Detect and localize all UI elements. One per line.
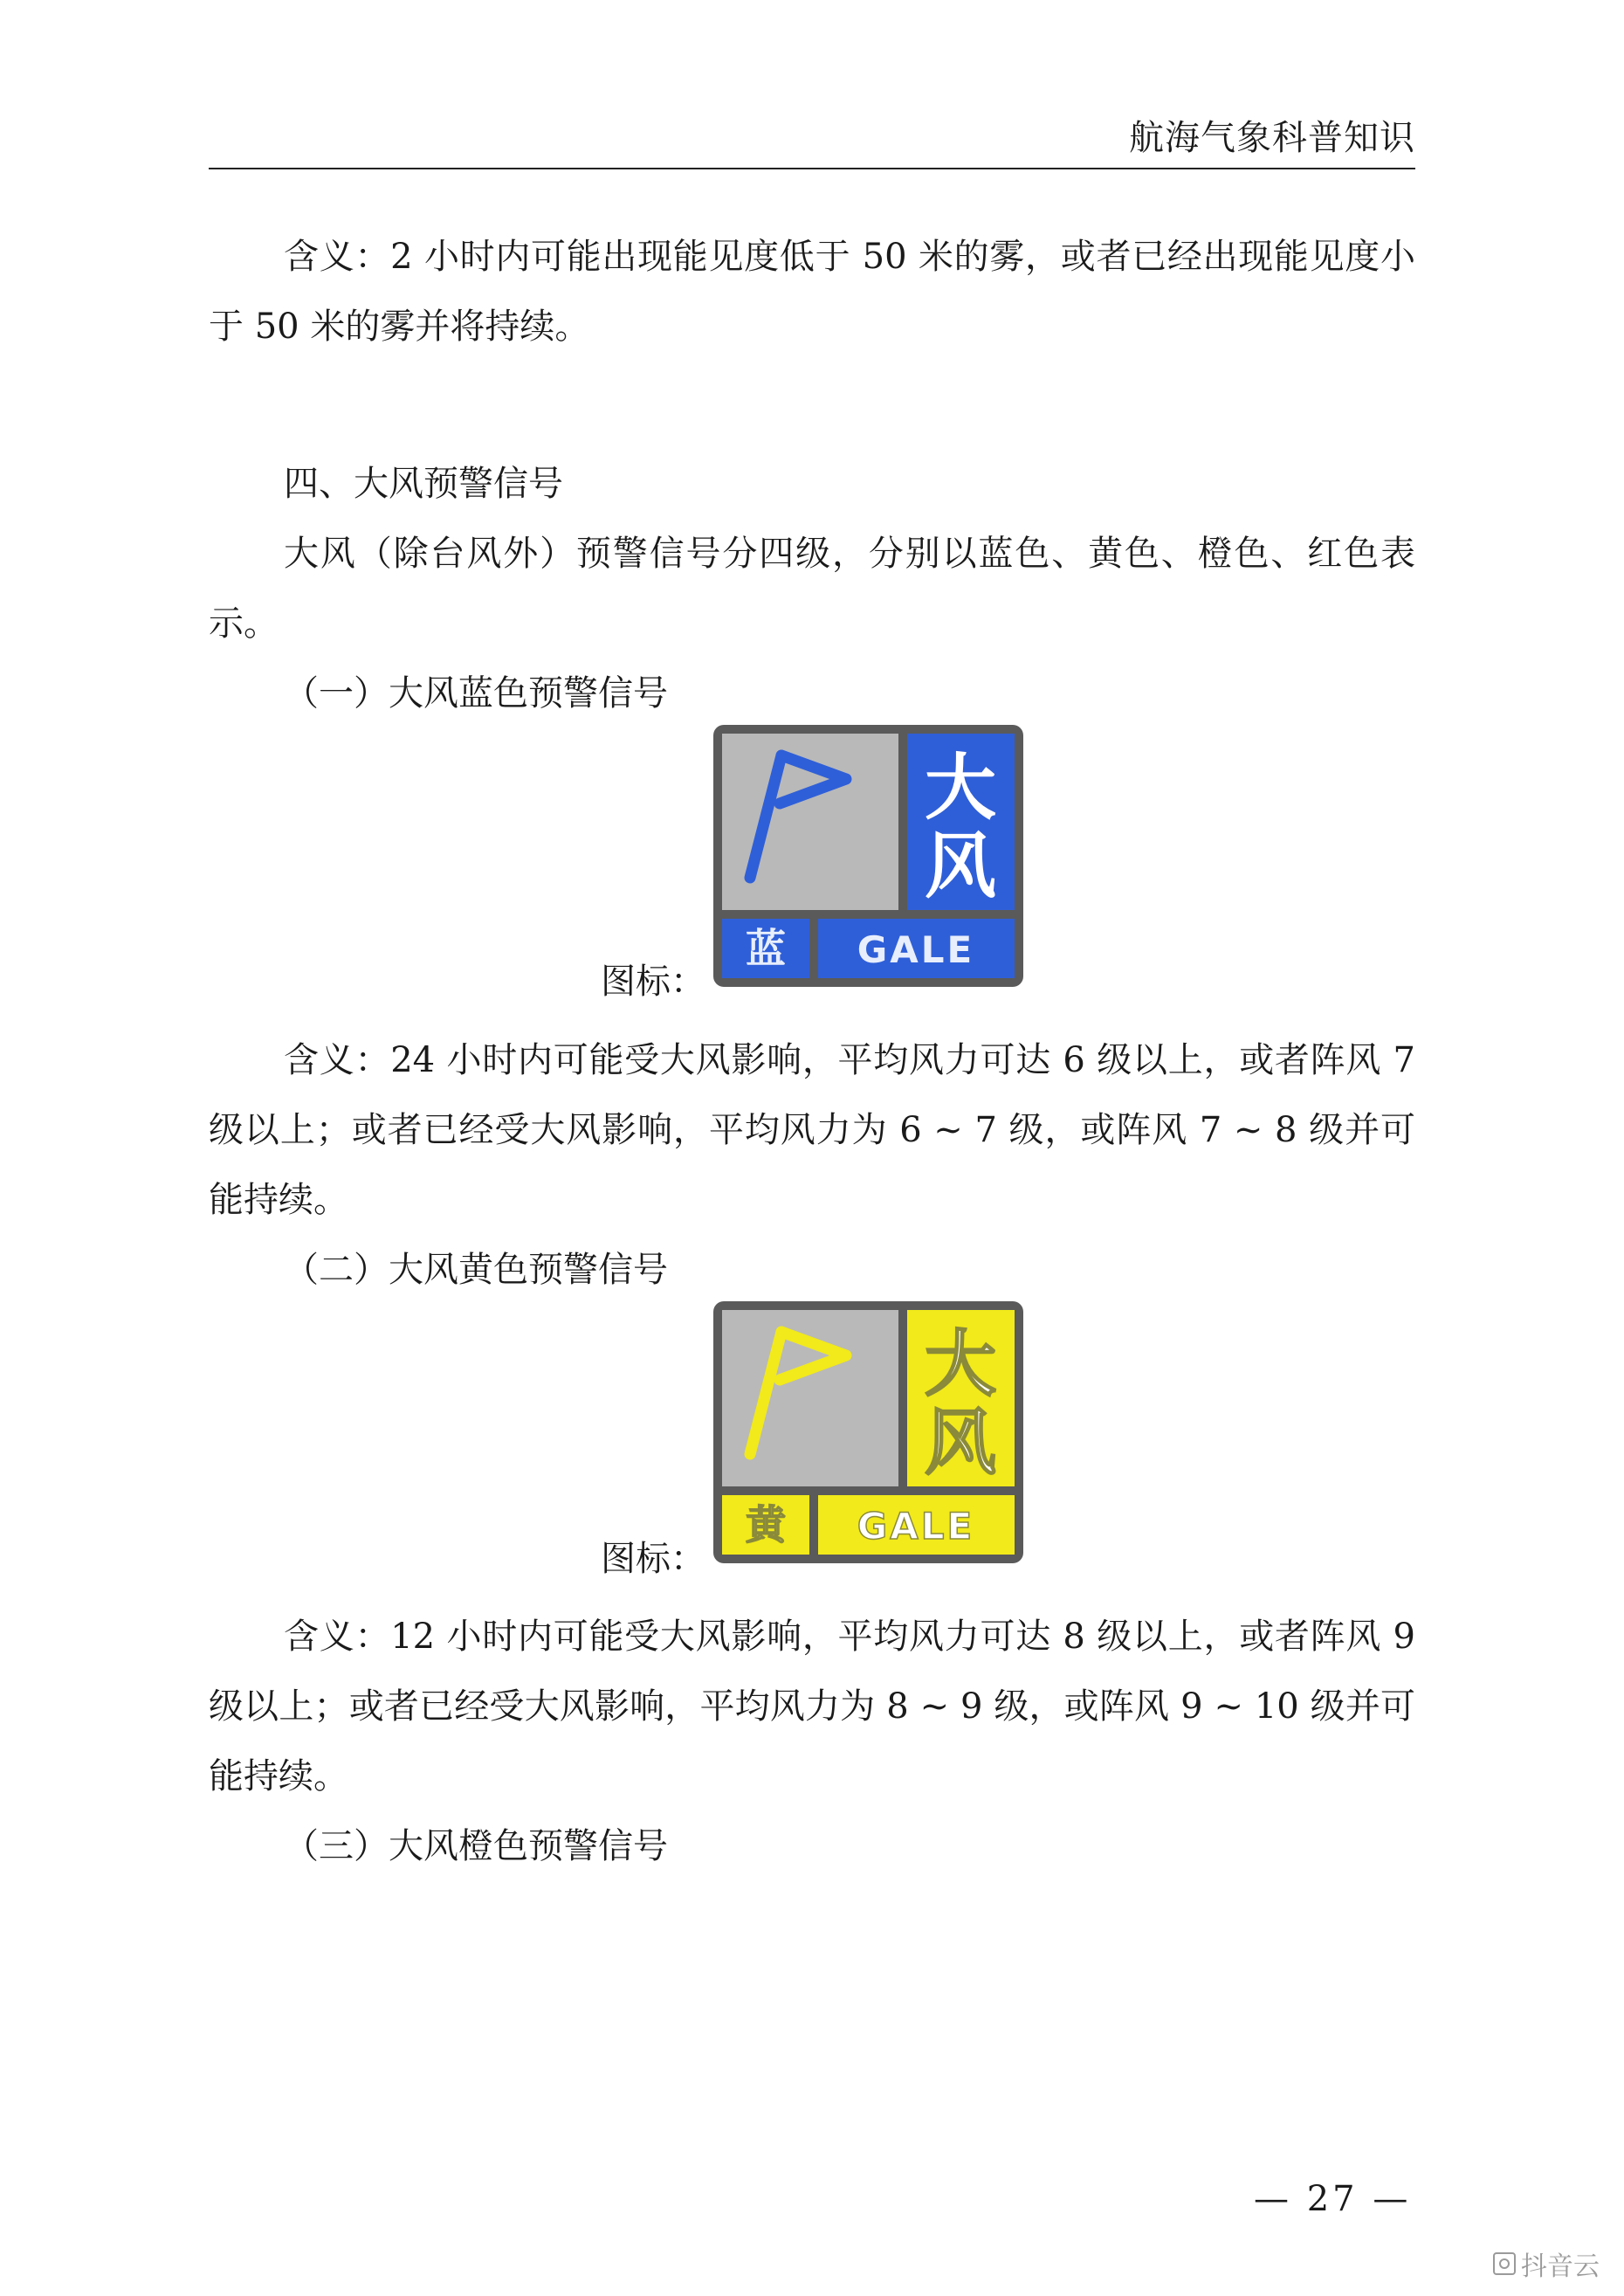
yellow-gale-signal-icon — [713, 1301, 1023, 1563]
yellow-figure-label: 图标： — [601, 1539, 705, 1579]
signal-color-char: 蓝 — [746, 925, 786, 972]
yellow-signal-heading: （二）大风黄色预警信号 — [284, 1250, 668, 1290]
signal-english-label: GALE — [857, 1505, 975, 1548]
gale-intro-paragraph: 大风（除台风外）预警信号分四级，分别以蓝色、黄色、橙色、红色表示。 — [209, 534, 1415, 644]
blue-gale-signal-icon — [713, 725, 1023, 987]
signal-text-wind: 风 — [924, 825, 997, 908]
blue-signal-heading: （一）大风蓝色预警信号 — [284, 673, 668, 714]
watermark-text: 抖音云 — [1521, 2251, 1600, 2282]
blue-figure-label: 图标： — [601, 962, 705, 1002]
orange-signal-heading: （三）大风橙色预警信号 — [284, 1826, 668, 1866]
signal-text-big: 大 — [924, 1323, 997, 1406]
section-four-heading: 四、大风预警信号 — [284, 464, 563, 504]
yellow-meaning-paragraph: 含义：12 小时内可能受大风影响，平均风力可达 8 级以上，或者阵风 9 级以上；或者已经受大风影响，平均风力为 8 ~ 9 级，或阵风 9 ~ 10 级并可能持续。 — [209, 1617, 1415, 1796]
header-rule — [209, 168, 1415, 169]
signal-text-wind: 风 — [924, 1402, 997, 1485]
signal-color-char: 黄 — [746, 1501, 786, 1548]
watermark-logo-icon — [1493, 2252, 1516, 2275]
running-header-title: 航海气象科普知识 — [1129, 118, 1415, 158]
signal-english-label: GALE — [857, 928, 975, 971]
watermark — [1493, 2244, 1600, 2283]
blue-meaning-paragraph: 含义：24 小时内可能受大风影响，平均风力可达 6 级以上，或者阵风 7 级以上；或者已经受大风影响，平均风力为 6 ~ 7 级，或阵风 7 ~ 8 级并可能持续。 — [209, 1040, 1415, 1220]
page-number: — 27 — — [1254, 2179, 1412, 2219]
signal-text-big: 大 — [924, 747, 997, 830]
fog-meaning-paragraph: 含义：2 小时内可能出现能见度低于 50 米的雾，或者已经出现能见度小于 50 米的雾并将持续。 — [209, 237, 1415, 347]
